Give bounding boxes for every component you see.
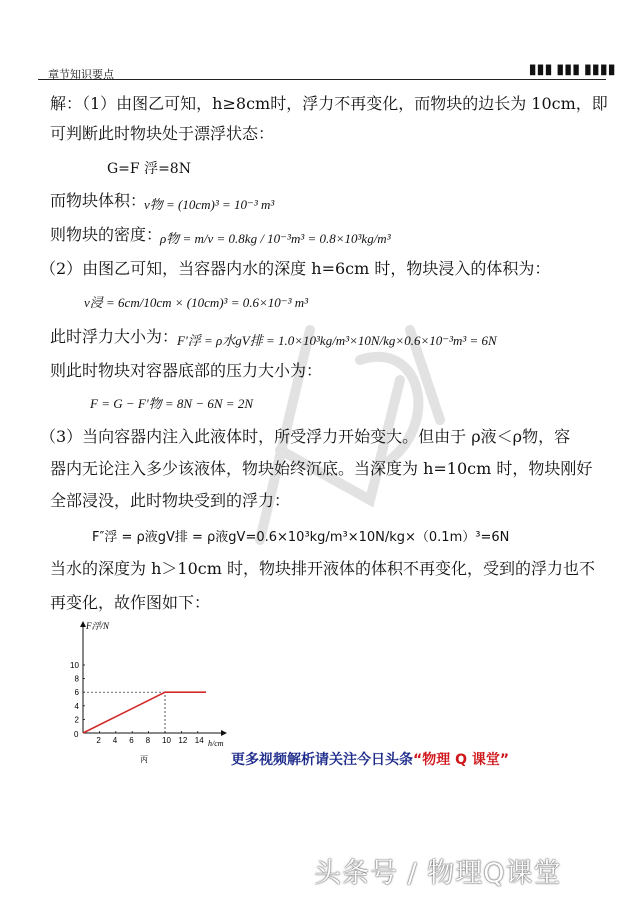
solution-line-12: 器内无论注入多少该液体，物块始终沉底。当深度为 h=10cm 时，物块刚好 <box>50 459 593 478</box>
y-tick-label: 4 <box>74 701 79 711</box>
buoyancy-depth-chart <box>56 616 236 768</box>
x-axis-label: h/cm <box>208 739 224 748</box>
y-axis-label: F浮/N <box>86 621 110 631</box>
watermark: 头条号 / 物理Q课堂 <box>314 858 562 889</box>
solution-line-16: 再变化，故作图如下： <box>50 593 211 612</box>
y-tick-label: 8 <box>74 674 79 684</box>
solution-line-2: 可判断此时物块处于漂浮状态： <box>50 124 275 143</box>
x-tick-label: 4 <box>112 736 118 745</box>
equation-density: ρ物 = m/v = 0.8kg / 10⁻³m³ = 0.8×10³kg/m³ <box>160 231 391 246</box>
promo-highlight: “物理 Q 课堂” <box>413 752 510 768</box>
x-tick-label: 2 <box>96 736 101 745</box>
equation-buoyancy: F′浮 = ρ水gV排 = 1.0×10³kg/m³×10N/kg×0.6×10⁻³m³ = 6N <box>177 333 497 348</box>
y-tick-label: 6 <box>74 688 79 698</box>
promo-text: 更多视频解析请关注今日头条 <box>231 752 413 768</box>
y-tick-label: 10 <box>70 661 79 670</box>
x-tick-label: 10 <box>162 736 171 745</box>
equation-immersed-volume: v浸 = 6cm/10cm × (10cm)³ = 0.6×10⁻³ m³ <box>84 295 309 310</box>
x-tick-label: 12 <box>178 736 188 745</box>
x-tick-label: 6 <box>129 736 134 745</box>
header-logo: ▊▊▊ ▊▊▊ ▊▊▊▊ <box>530 66 617 76</box>
solution-line-15: 当水的深度为 h＞10cm 时，物块排开液体的体积不再变化，受到的浮力也不 <box>50 559 595 578</box>
y-tick-label: 2 <box>74 715 79 725</box>
density-label: 则物块的密度： <box>50 225 163 244</box>
solution-line-13: 全部浸没，此时物块受到的浮力： <box>50 491 291 510</box>
header-rule <box>38 79 606 80</box>
volume-label: 而物块体积： <box>50 191 147 210</box>
section-header: 章节知识要点 <box>48 68 114 81</box>
buoyancy-label: 此时浮力大小为： <box>50 327 179 346</box>
buoyancy-series-line <box>83 692 206 733</box>
x-tick-label: 14 <box>194 736 204 745</box>
equation-full-immersion: F″浮 = ρ液gV排 = ρ液gV=0.6×10³kg/m³×10N/kg×（0.1m）³=6N <box>92 530 510 545</box>
equation-volume: v物 = (10cm)³ = 10⁻³ m³ <box>144 197 275 212</box>
x-tick-label: 8 <box>145 736 151 745</box>
equation-gravity: G=F 浮=8N <box>107 161 191 177</box>
solution-part-2: （2）由图乙可知，当容器内水的深度 h=6cm 时，物块浸入的体积为： <box>40 259 551 278</box>
origin-label: 0 <box>74 730 79 739</box>
equation-pressure: F = G − F′物 = 8N − 6N = 2N <box>90 396 253 411</box>
promo-line <box>231 749 509 769</box>
pressure-label: 则此时物块对容器底部的压力大小为： <box>50 361 323 380</box>
solution-part-3: （3）当向容器内注入此液体时，所受浮力开始变大。但由于 ρ液＜ρ物，容 <box>40 427 571 446</box>
solution-line-1: 解：（1）由图乙可知，h≥8cm时，浮力不再变化，而物块的边长为 10cm，即 <box>50 94 608 113</box>
chart-caption: 丙 <box>140 755 148 764</box>
